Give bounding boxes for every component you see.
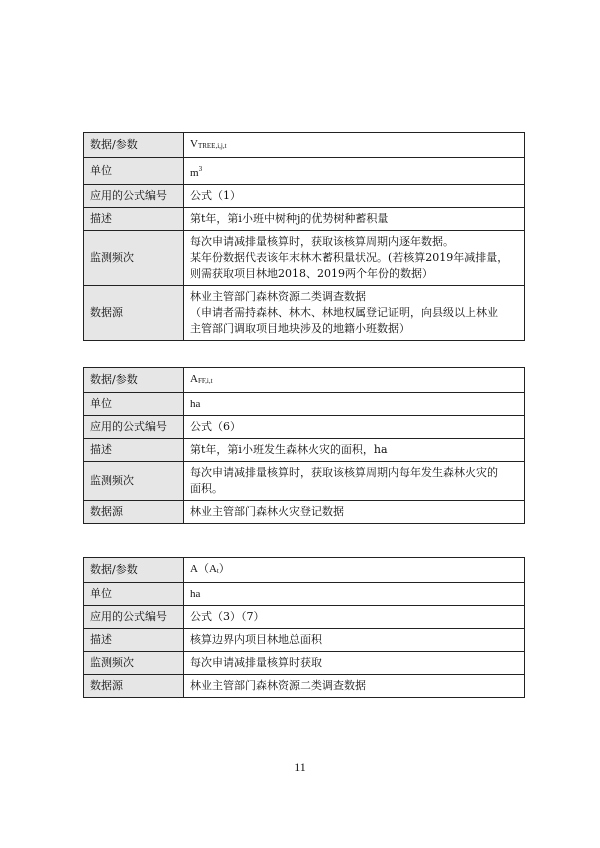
row-label: 应用的公式编号 [84,606,184,629]
parameter-symbol [184,133,525,158]
row-label: 数据/参数 [84,558,184,583]
text-line: 某年份数据代表该年末林木蓄积量状况。(若核算2019年减排量， [190,251,509,264]
row-label: 数据/参数 [84,368,184,393]
row-label: 数据源 [84,501,184,524]
table-row [84,629,525,652]
page-number: 11 [294,760,306,774]
text-line: 主管部门调取项目地块涉及的地籍小班数据） [190,322,410,335]
table-row [84,416,525,439]
table-row [84,462,525,501]
symbol-main: A [190,373,198,385]
text-line: 则需获取项目林地2018、2019两个年份的数据） [190,267,433,280]
data-source: 林业主管部门森林资源二类调查数据 [184,675,525,698]
row-label: 数据源 [84,286,184,341]
formula-number: 公式（3）（7） [184,606,525,629]
symbol-close: ） [218,562,230,575]
row-label: 单位 [84,158,184,185]
table-row [84,583,525,606]
table-row [84,558,525,583]
text-line: 每次申请减排量核算时，获取该核算周期内每年发生森林火灾的 [190,466,498,479]
unit-main: m [190,167,199,179]
table-row [84,675,525,698]
parameter-table-area [83,557,525,698]
symbol-main: A（A [190,563,217,575]
formula-number: 公式（1） [184,185,525,208]
row-label: 描述 [84,439,184,462]
unit-value [184,158,525,185]
text-line: 每次申请减排量核算时，获取该核算周期内逐年数据。 [190,235,454,248]
symbol-main: V [190,138,198,150]
symbol-subscript: TREE,i,j,t [197,142,227,150]
row-label: 监测频次 [84,231,184,286]
table-row [84,652,525,675]
table-row [84,368,525,393]
table-row [84,133,525,158]
text-line: 面积。 [190,482,223,495]
description: 第t年，第i小班发生森林火灾的面积，ha [184,439,525,462]
parameter-table-aff [83,367,525,524]
symbol-subscript: t [216,567,219,575]
unit-superscript: 3 [198,165,203,173]
row-label: 应用的公式编号 [84,185,184,208]
table-row [84,185,525,208]
parameter-symbol [184,558,525,583]
table-row [84,158,525,185]
row-label: 监测频次 [84,652,184,675]
table-row [84,439,525,462]
row-label: 数据源 [84,675,184,698]
monitoring-frequency [184,462,525,501]
row-label: 描述 [84,208,184,231]
unit-value: ha [184,393,525,416]
table-row [84,286,525,341]
description: 核算边界内项目林地总面积 [184,629,525,652]
row-label: 描述 [84,629,184,652]
data-source: 林业主管部门森林火灾登记数据 [184,501,525,524]
row-label: 应用的公式编号 [84,416,184,439]
table-row [84,606,525,629]
table-row [84,231,525,286]
unit-value: ha [184,583,525,606]
monitoring-frequency: 每次申请减排量核算时获取 [184,652,525,675]
row-label: 单位 [84,393,184,416]
parameter-table-vtree [83,132,525,341]
text-line: 林业主管部门森林资源二类调查数据 [190,290,366,303]
symbol-subscript: FF,i,t [197,377,213,385]
row-label: 监测频次 [84,462,184,501]
text-line: （申请者需持森林、林木、林地权属登记证明，向县级以上林业 [190,306,498,319]
monitoring-frequency [184,231,525,286]
table-row [84,208,525,231]
table-row [84,393,525,416]
row-label: 单位 [84,583,184,606]
description: 第t年，第i小班中树种j的优势树种蓄积量 [184,208,525,231]
row-label: 数据/参数 [84,133,184,158]
table-row [84,501,525,524]
data-source [184,286,525,341]
parameter-symbol [184,368,525,393]
formula-number: 公式（6） [184,416,525,439]
